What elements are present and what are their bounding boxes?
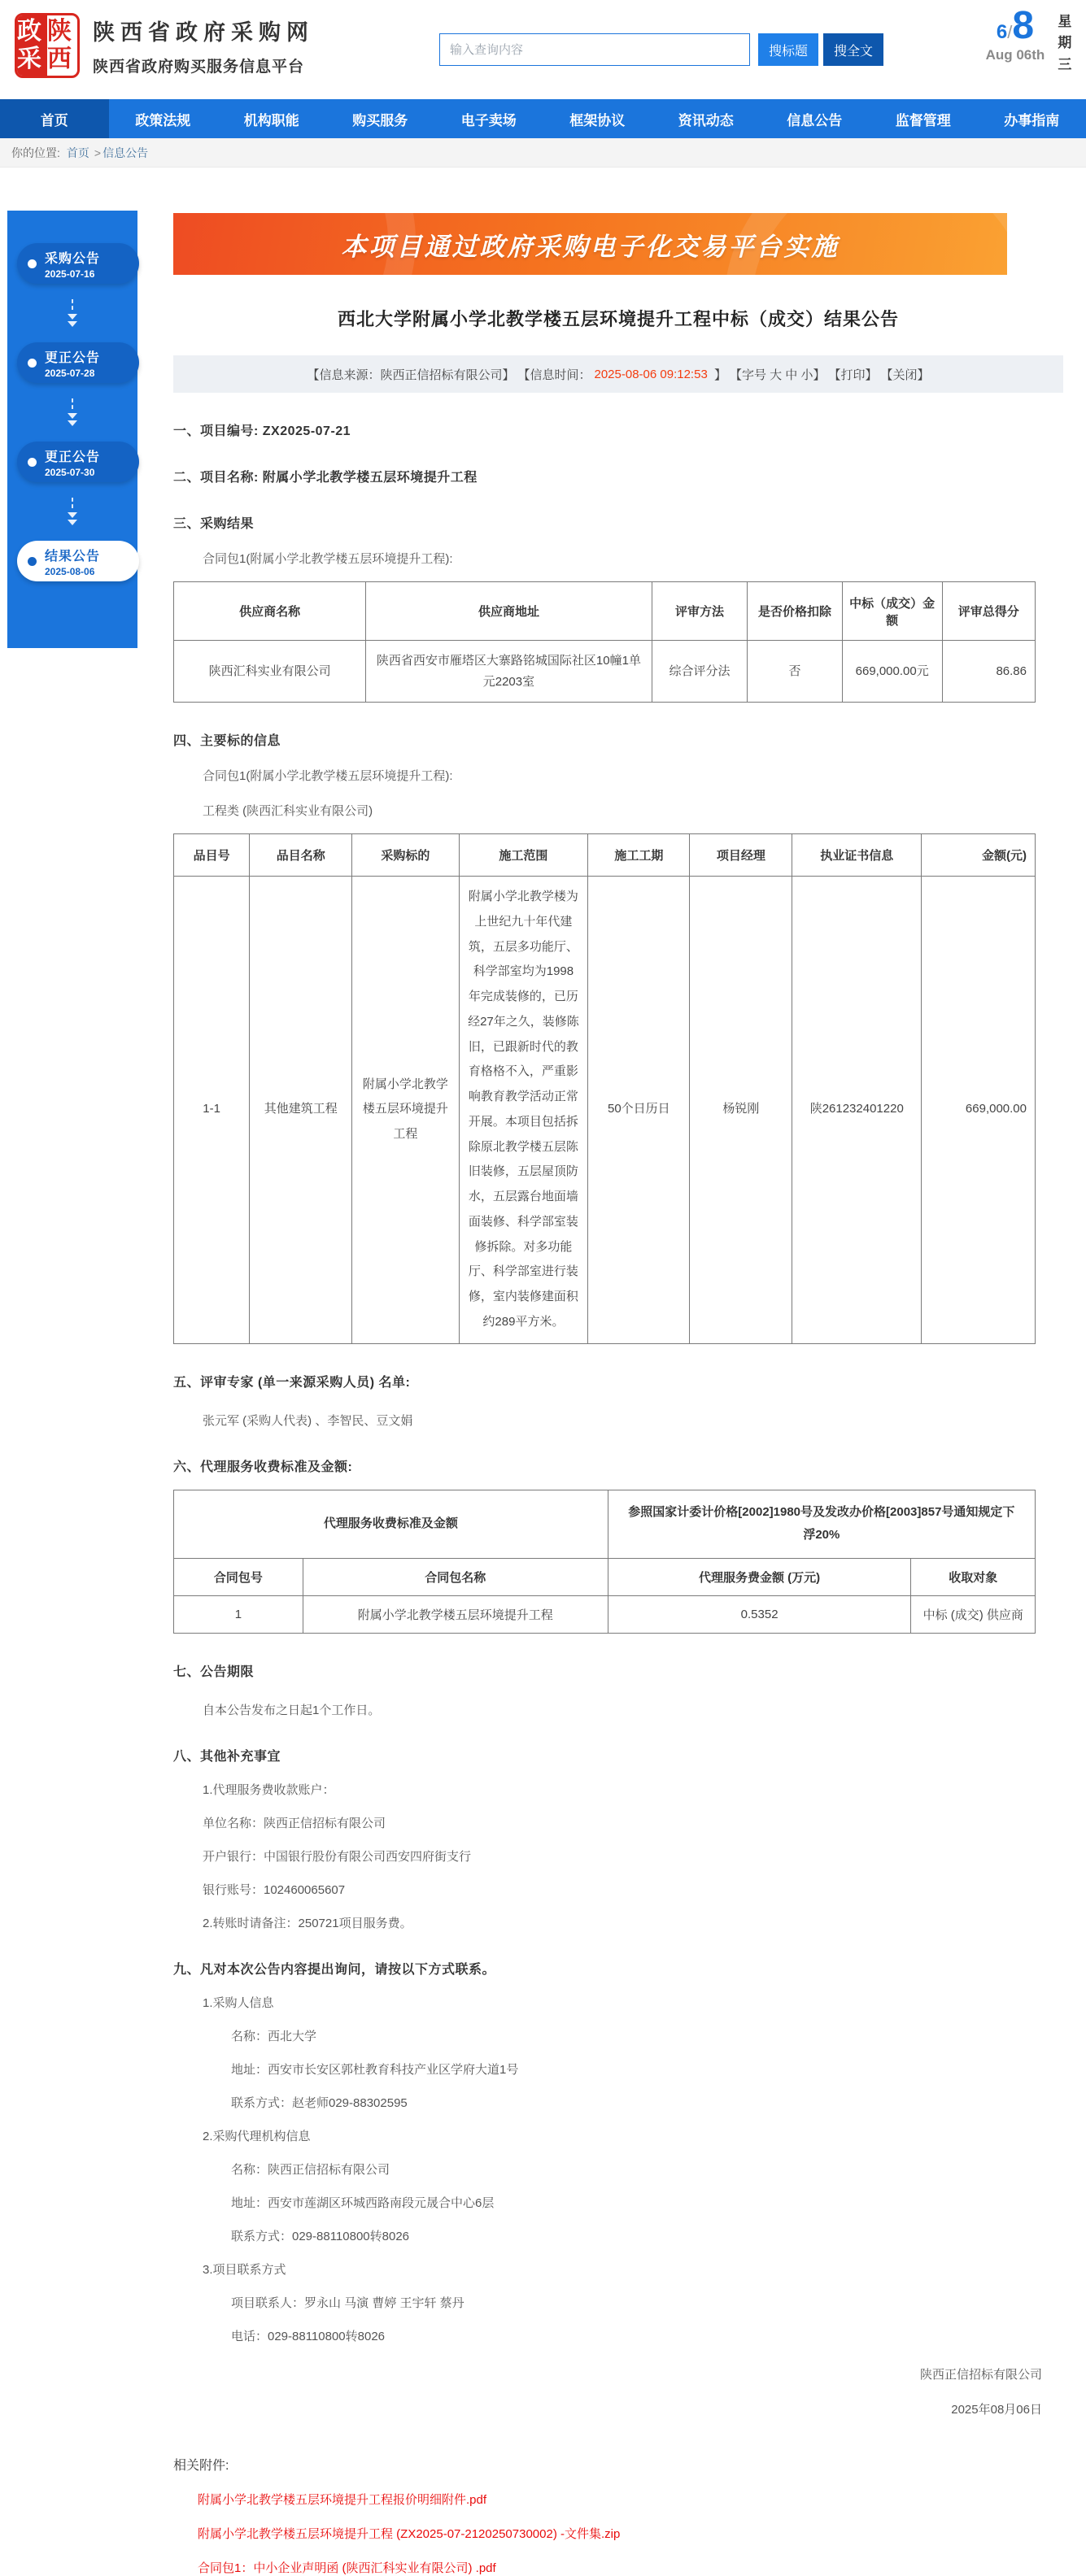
package-no-cell: 1: [174, 1595, 303, 1633]
section-1-heading: 一、项目编号: ZX2025-07-21: [173, 420, 1063, 439]
item-no-cell: 1-1: [174, 877, 250, 1344]
col-header: 收取对象: [911, 1558, 1036, 1595]
timeline-item[interactable]: [17, 243, 139, 284]
table-row: [174, 1595, 1036, 1633]
timeline: [7, 243, 137, 581]
supplier-name-cell: 陕西汇科实业有限公司: [174, 641, 366, 703]
fee-standard-label: 代理服务收费标准及金额: [174, 1490, 608, 1558]
nav-item[interactable]: 购买服务: [326, 99, 435, 138]
col-header: 项目经理: [690, 834, 792, 877]
section-4-heading: 四、主要标的信息: [173, 730, 1063, 749]
nav-item[interactable]: 政策法规: [109, 99, 218, 138]
nav-item[interactable]: 首页: [0, 99, 109, 138]
print-button[interactable]: 【打印】: [828, 366, 877, 383]
table-header-row: [174, 834, 1036, 877]
timeline-item-title: 更正公告: [45, 347, 100, 366]
review-score-cell: 86.86: [942, 641, 1035, 703]
attachments-section: [173, 2455, 1063, 2576]
date-day: 8: [1012, 4, 1034, 47]
timeline-item-title: 采购公告: [45, 248, 100, 267]
amount-cell: 669,000.00: [922, 877, 1036, 1344]
date-widget: [986, 7, 1073, 76]
timeline-arrow-down-icon: [7, 284, 137, 342]
attachment-link[interactable]: 合同包1：中小企业声明函 (陕西汇科实业有限公司) .pdf: [198, 2559, 496, 2576]
agency-fee-table: [173, 1490, 1036, 1634]
table-header-row: [174, 1558, 1036, 1595]
site-subtitle: 陕西省政府购买服务信息平台: [93, 54, 314, 76]
site-logo-icon: [15, 13, 80, 78]
signature-date: 2025年08月06日: [173, 2400, 1042, 2417]
main-nav: [0, 99, 1086, 138]
duration-cell: 50个日历日: [588, 877, 690, 1344]
breadcrumb-home-link[interactable]: 首页: [67, 145, 89, 161]
page-title: 西北大学附属小学北教学楼五层环境提升工程中标（成交）结果公告: [173, 306, 1063, 331]
contact-line: 名称：陕西正信招标有限公司: [173, 2160, 1063, 2178]
col-header: 供应商名称: [174, 582, 366, 641]
breadcrumb-prefix: 你的位置:: [11, 145, 60, 161]
section-8-heading: 八、其他补充事宜: [173, 1746, 1063, 1764]
col-header: 施工范围: [459, 834, 588, 877]
signature-company: 陕西正信招标有限公司: [173, 2365, 1042, 2382]
fee-standard-note: 参照国家计委计价格[2002]1980号及发改办价格[2003]857号通知规定下浮20%: [608, 1490, 1035, 1558]
section-9-heading: 九、凡对本次公告内容提出询问，请按以下方式联系。: [173, 1959, 1063, 1978]
table-header-row: [174, 582, 1036, 641]
col-header: 合同包名称: [303, 1558, 608, 1595]
announcement-timeline-panel: [7, 211, 137, 648]
meta-time-value: 2025-08-06 09:12:53: [595, 368, 708, 381]
table-row: [174, 877, 1036, 1344]
contact-line: 联系方式：赵老师029-88302595: [173, 2094, 1063, 2111]
nav-item[interactable]: 电子卖场: [434, 99, 543, 138]
table-group-row: [174, 1490, 1036, 1558]
nav-item[interactable]: 信息公告: [761, 99, 870, 138]
section-5-heading: 五、评审专家 (单一来源采购人员) 名单:: [173, 1372, 1063, 1390]
review-method-cell: 综合评分法: [652, 641, 748, 703]
nav-item[interactable]: 框架协议: [543, 99, 652, 138]
section-4-package-line: 合同包1(附属小学北教学楼五层环境提升工程):: [173, 767, 1063, 784]
section-3-package-line: 合同包1(附属小学北教学楼五层环境提升工程):: [173, 550, 1063, 567]
timeline-arrow-down-icon: [7, 482, 137, 541]
section-4-category-line: 工程类 (陕西汇科实业有限公司): [173, 802, 1063, 819]
contact-line: 项目联系人：罗永山 马演 曹婷 王宇轩 蔡丹: [173, 2294, 1063, 2311]
supplement-line: 银行账号：102460065607: [173, 1881, 1063, 1898]
attachments-list: [173, 2491, 1063, 2576]
subject-info-table: [173, 833, 1036, 1344]
contact-line: 地址：西安市长安区郭杜教育科技产业区学府大道1号: [173, 2060, 1063, 2078]
signature-block: [173, 2365, 1063, 2417]
fee-amount-cell: 0.5352: [608, 1595, 911, 1633]
search-bar: [439, 33, 883, 66]
section-9-blocks: [173, 1994, 1063, 2344]
contact-block-title: 3.项目联系方式: [173, 2261, 1063, 2278]
timeline-arrow-down-icon: [7, 383, 137, 442]
timeline-dot-icon: [28, 458, 37, 467]
fee-payer-cell: 中标 (成交) 供应商: [911, 1595, 1036, 1633]
supplement-line: 开户银行：中国银行股份有限公司西安四府街支行: [173, 1847, 1063, 1865]
col-header: 供应商地址: [366, 582, 652, 641]
timeline-item-date: 2025-07-30: [45, 467, 100, 478]
timeline-item-date: 2025-07-16: [45, 268, 100, 280]
certificate-cell: 陕261232401220: [792, 877, 922, 1344]
close-button[interactable]: 【关闭】: [881, 366, 930, 383]
breadcrumb-separator: >: [94, 146, 101, 159]
timeline-item-title: 更正公告: [45, 446, 100, 465]
timeline-dot-icon: [28, 557, 37, 566]
scope-cell: 附属小学北教学楼为上世纪九十年代建筑，五层多功能厅、科学部室均为1998年完成装修的，已历经27年之久，装修陈旧，已跟新时代的教育格格不入，严重影响教育教学活动正常开展。本项目包括拆除原北教学楼五层陈旧装修，五层屋顶防水，五层露台地面墙面装修、科学部室装修拆除。对多功能厅、科学部室进行装修，室内装修建面积约289平方米。: [459, 877, 588, 1344]
section-3-heading: 三、采购结果: [173, 513, 1063, 532]
timeline-item[interactable]: [17, 541, 139, 581]
weekday-label: 星期三: [1058, 11, 1073, 76]
article-meta-bar: [173, 355, 1063, 393]
section-2-heading: 二、项目名称: 附属小学北教学楼五层环境提升工程: [173, 467, 1063, 485]
timeline-item[interactable]: [17, 342, 139, 383]
subject-cell: 附属小学北教学楼五层环境提升工程: [352, 877, 459, 1344]
font-size-control[interactable]: 【字号 大 中 小】: [730, 366, 826, 383]
supplement-line: 1.代理服务费收款账户：: [173, 1781, 1063, 1798]
award-amount-cell: 669,000.00元: [842, 641, 942, 703]
section-6-heading: 六、代理服务收费标准及金额:: [173, 1456, 1063, 1475]
contact-block-title: 2.采购代理机构信息: [173, 2127, 1063, 2144]
timeline-item-title: 结果公告: [45, 546, 100, 564]
breadcrumb-current[interactable]: 信息公告: [102, 145, 148, 161]
announcement-period: 自本公告发布之日起1个工作日。: [173, 1701, 1063, 1718]
meta-time-open: 【信息时间：: [517, 366, 591, 383]
brand: [15, 13, 314, 78]
package-name-cell: 附属小学北教学楼五层环境提升工程: [303, 1595, 608, 1633]
date-month: 6: [997, 21, 1007, 43]
price-deduction-cell: 否: [748, 641, 842, 703]
col-header: 执业证书信息: [792, 834, 922, 877]
item-name-cell: 其他建筑工程: [250, 877, 352, 1344]
attachment-link[interactable]: 附属小学北教学楼五层环境提升工程 (ZX2025-07-2120250730002) -文件集.zip: [198, 2525, 620, 2542]
attachments-label: 相关附件:: [173, 2455, 1063, 2474]
procurement-result-table: [173, 581, 1036, 703]
section-8-lines: [173, 1781, 1063, 1931]
col-header: 品目号: [174, 834, 250, 877]
nav-item[interactable]: 办事指南: [978, 99, 1086, 138]
banner-text: 本项目通过政府采购电子化交易平台实施: [342, 226, 840, 263]
contact-block-title: 1.采购人信息: [173, 1994, 1063, 2011]
site-title: 陕西省政府采购网: [93, 15, 314, 46]
search-input[interactable]: [439, 33, 750, 66]
col-header: 施工工期: [588, 834, 690, 877]
nav-item[interactable]: 资讯动态: [652, 99, 761, 138]
col-header: 评审方法: [652, 582, 748, 641]
meta-source: 【信息来源：陕西正信招标有限公司】: [307, 366, 514, 383]
site-header: [0, 0, 1086, 99]
timeline-item-date: 2025-08-06: [45, 566, 100, 577]
logo-left-text: 政采: [17, 15, 47, 76]
contact-line: 电话：029-88110800转8026: [173, 2327, 1063, 2344]
col-header: 代理服务费金额 (万元): [608, 1558, 911, 1595]
col-header: 评审总得分: [942, 582, 1035, 641]
nav-item[interactable]: 监督管理: [869, 99, 978, 138]
col-header: 是否价格扣除: [748, 582, 842, 641]
manager-cell: 杨锐刚: [690, 877, 792, 1344]
breadcrumb: [0, 138, 1086, 168]
search-title-button[interactable]: 搜标题: [758, 33, 818, 66]
col-header: 金额(元): [922, 834, 1036, 877]
contact-line: 名称：西北大学: [173, 2027, 1063, 2044]
attachment-link[interactable]: 附属小学北教学楼五层环境提升工程报价明细附件.pdf: [198, 2491, 486, 2508]
meta-time-close: 】: [711, 366, 726, 383]
date-separator: /: [1007, 22, 1012, 42]
expert-names: 张元军 (采购人代表) 、李智民、豆文娟: [173, 1412, 1063, 1429]
timeline-item-date: 2025-07-28: [45, 368, 100, 379]
col-header: 品目名称: [250, 834, 352, 877]
table-row: [174, 641, 1036, 703]
supplement-line: 2.转账时请备注：250721项目服务费。: [173, 1914, 1063, 1931]
supplier-address-cell: 陕西省西安市雁塔区大寨路铭城国际社区10幢1单元2203室: [366, 641, 652, 703]
contact-line: 联系方式：029-88110800转8026: [173, 2227, 1063, 2244]
nav-item[interactable]: 机构职能: [217, 99, 326, 138]
timeline-dot-icon: [28, 259, 37, 268]
col-header: 中标（成交）金额: [842, 582, 942, 641]
supplement-line: 单位名称：陕西正信招标有限公司: [173, 1814, 1063, 1831]
contact-line: 地址：西安市莲湖区环城西路南段元晟合中心6层: [173, 2194, 1063, 2211]
col-header: 采购标的: [352, 834, 459, 877]
eplatform-banner: [173, 213, 1007, 275]
timeline-item[interactable]: [17, 442, 139, 482]
col-header: 合同包号: [174, 1558, 303, 1595]
section-7-heading: 七、公告期限: [173, 1661, 1063, 1680]
article-main: [173, 168, 1063, 2576]
date-english: Aug 06th: [986, 47, 1045, 63]
search-fulltext-button[interactable]: 搜全文: [823, 33, 883, 66]
logo-right-text: 陕西: [47, 15, 77, 76]
timeline-dot-icon: [28, 359, 37, 368]
